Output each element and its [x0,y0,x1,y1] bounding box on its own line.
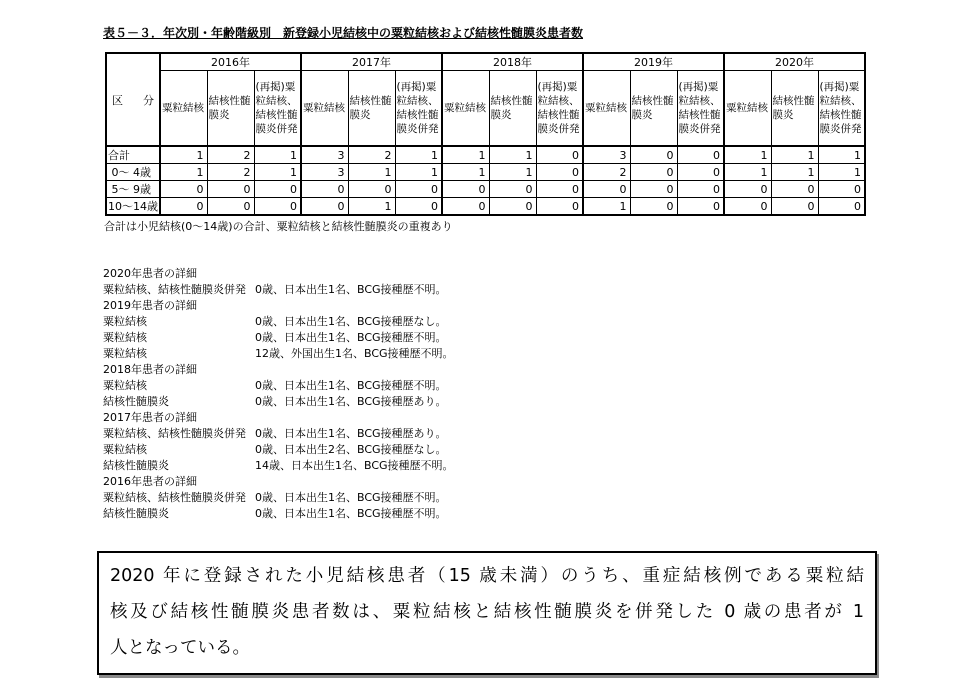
value-cell: 3 [301,146,348,164]
table-row [106,198,865,216]
value-cell: 0 [442,181,489,198]
detail-entry [103,394,454,410]
detail-entry-label: 粟粒結核、結核性髄膜炎併発 [103,427,246,440]
value-cell: 0 [677,164,724,181]
value-cell: 0 [160,181,207,198]
value-cell: 1 [254,164,301,181]
detail-entry-description: 0歳、日本出生1名、BCG接種歴不明。 [255,379,447,392]
value-cell: 0 [536,198,583,216]
value-cell: 1 [254,146,301,164]
table-row [106,181,865,198]
value-cell: 0 [301,198,348,216]
value-cell: 1 [442,164,489,181]
detail-entry-description: 0歳、日本出生1名、BCG接種歴不明。 [255,507,447,520]
subcolumn-header: (再掲)粟粒結核、結核性髄膜炎併発 [677,71,724,147]
value-cell: 1 [489,146,536,164]
value-cell: 0 [301,181,348,198]
subcolumn-header: (再掲)粟粒結核、結核性髄膜炎併発 [254,71,301,147]
summary-line: 人となっている。 [110,638,250,658]
detail-entry-description: 12歳、外国出生1名、BCG接種歴不明。 [255,347,454,360]
value-cell: 1 [160,164,207,181]
row-label: 10〜14歳 [106,198,160,216]
year-header: 2016年 [160,53,301,71]
value-cell: 1 [160,146,207,164]
value-cell: 0 [630,181,677,198]
value-cell: 3 [583,146,630,164]
detail-entry-label: 粟粒結核 [103,331,147,344]
table-year-row [106,53,865,71]
detail-entry-description: 0歳、日本出生1名、BCG接種歴あり。 [255,395,447,408]
detail-entry [103,330,454,346]
detail-entry-label: 結核性髄膜炎 [103,507,169,520]
value-cell: 1 [442,146,489,164]
row-label: 合計 [106,146,160,164]
value-cell: 0 [442,198,489,216]
year-header: 2018年 [442,53,583,71]
detail-entry-description: 0歳、日本出生2名、BCG接種歴なし。 [255,443,447,456]
value-cell: 1 [771,146,818,164]
page-title: 表５－３．年次別・年齢階級別 新登録小児結核中の粟粒結核および結核性髄膜炎患者数 [103,26,584,40]
value-cell: 1 [348,198,395,216]
detail-entry-description: 14歳、日本出生1名、BCG接種歴不明。 [255,459,454,472]
detail-section-heading: 2019年患者の詳細 [103,299,197,312]
value-cell: 1 [489,164,536,181]
value-cell: 2 [207,164,254,181]
table-body [106,146,865,215]
value-cell: 0 [771,198,818,216]
detail-entry-description: 0歳、日本出生1名、BCG接種歴不明。 [255,331,447,344]
detail-section-heading: 2018年患者の詳細 [103,363,197,376]
value-cell: 0 [536,164,583,181]
year-header: 2020年 [724,53,865,71]
value-cell: 2 [348,146,395,164]
value-cell: 0 [207,198,254,216]
value-cell: 0 [395,198,442,216]
subcolumn-header: (再掲)粟粒結核、結核性髄膜炎併発 [395,71,442,147]
detail-entry-label: 粟粒結核 [103,379,147,392]
detail-section-heading: 2017年患者の詳細 [103,411,197,424]
value-cell: 2 [583,164,630,181]
detail-entry-description: 0歳、日本出生1名、BCG接種歴不明。 [255,491,447,504]
detail-entry-label: 粟粒結核 [103,315,147,328]
year-header: 2017年 [301,53,442,71]
detail-entry-description: 0歳、日本出生1名、BCG接種歴不明。 [255,283,447,296]
subcolumn-header: 結核性髄膜炎 [207,71,254,147]
value-cell: 1 [395,146,442,164]
summary-line: 核及び結核性髄膜炎患者数は、粟粒結核と結核性髄膜炎を併発した 0 歳の患者が 1 [110,602,864,622]
stats-table [105,52,866,216]
value-cell: 0 [724,181,771,198]
detail-entry [103,378,454,394]
table-corner-cell: 区 分 [106,53,160,146]
value-cell: 0 [254,181,301,198]
summary-box [97,551,877,675]
value-cell: 0 [677,198,724,216]
value-cell: 0 [536,146,583,164]
value-cell: 0 [677,181,724,198]
subcolumn-header: 粟粒結核 [442,71,489,147]
value-cell: 0 [771,181,818,198]
detail-entry [103,282,454,298]
value-cell: 0 [395,181,442,198]
detail-entry [103,506,454,522]
value-cell: 0 [254,198,301,216]
detail-entry [103,442,454,458]
detail-section-heading: 2016年患者の詳細 [103,475,197,488]
patient-details [103,266,454,522]
value-cell: 1 [583,198,630,216]
value-cell: 0 [630,198,677,216]
value-cell: 0 [818,198,865,216]
table-row [106,164,865,181]
detail-entry [103,490,454,506]
row-label: 5〜 9歳 [106,181,160,198]
detail-entry [103,426,454,442]
subcolumn-header: 結核性髄膜炎 [489,71,536,147]
detail-entry-label: 粟粒結核、結核性髄膜炎併発 [103,491,246,504]
value-cell: 0 [536,181,583,198]
subcolumn-header: (再掲)粟粒結核、結核性髄膜炎併発 [536,71,583,147]
value-cell: 0 [583,181,630,198]
subcolumn-header: 粟粒結核 [583,71,630,147]
detail-entry-label: 粟粒結核 [103,443,147,456]
value-cell: 0 [489,181,536,198]
value-cell: 0 [348,181,395,198]
value-cell: 0 [724,198,771,216]
value-cell: 1 [348,164,395,181]
value-cell: 1 [818,146,865,164]
value-cell: 1 [818,164,865,181]
value-cell: 0 [489,198,536,216]
subcolumn-header: 粟粒結核 [160,71,207,147]
value-cell: 1 [771,164,818,181]
detail-entry [103,314,454,330]
value-cell: 2 [207,146,254,164]
subcolumn-header: 粟粒結核 [301,71,348,147]
value-cell: 0 [630,164,677,181]
value-cell: 1 [724,164,771,181]
detail-entry-label: 結核性髄膜炎 [103,459,169,472]
summary-line: 2020 年に登録された小児結核患者（15 歳未満）のうち、重症結核例である粟粒結 [110,566,864,586]
subcolumn-header: (再掲)粟粒結核、結核性髄膜炎併発 [818,71,865,147]
value-cell: 0 [677,146,724,164]
detail-section-heading: 2020年患者の詳細 [103,267,197,280]
value-cell: 0 [207,181,254,198]
value-cell: 3 [301,164,348,181]
subcolumn-header: 結核性髄膜炎 [771,71,818,147]
table-row [106,146,865,164]
table-footnote: 合計は小児結核(0〜14歳)の合計、粟粒結核と結核性髄膜炎の重複あり [104,220,453,233]
subcolumn-header: 粟粒結核 [724,71,771,147]
detail-entry-label: 粟粒結核、結核性髄膜炎併発 [103,283,246,296]
subcolumn-header: 結核性髄膜炎 [630,71,677,147]
year-header: 2019年 [583,53,724,71]
value-cell: 0 [160,198,207,216]
detail-entry [103,346,454,362]
table-header [106,53,865,146]
value-cell: 1 [395,164,442,181]
detail-entry-label: 結核性髄膜炎 [103,395,169,408]
subcolumn-header: 結核性髄膜炎 [348,71,395,147]
detail-entry [103,458,454,474]
row-label: 0〜 4歳 [106,164,160,181]
value-cell: 0 [630,146,677,164]
detail-entry-description: 0歳、日本出生1名、BCG接種歴あり。 [255,427,447,440]
table-subheader-row [106,71,865,147]
value-cell: 0 [818,181,865,198]
detail-entry-label: 粟粒結核 [103,347,147,360]
value-cell: 1 [724,146,771,164]
detail-entry-description: 0歳、日本出生1名、BCG接種歴なし。 [255,315,447,328]
